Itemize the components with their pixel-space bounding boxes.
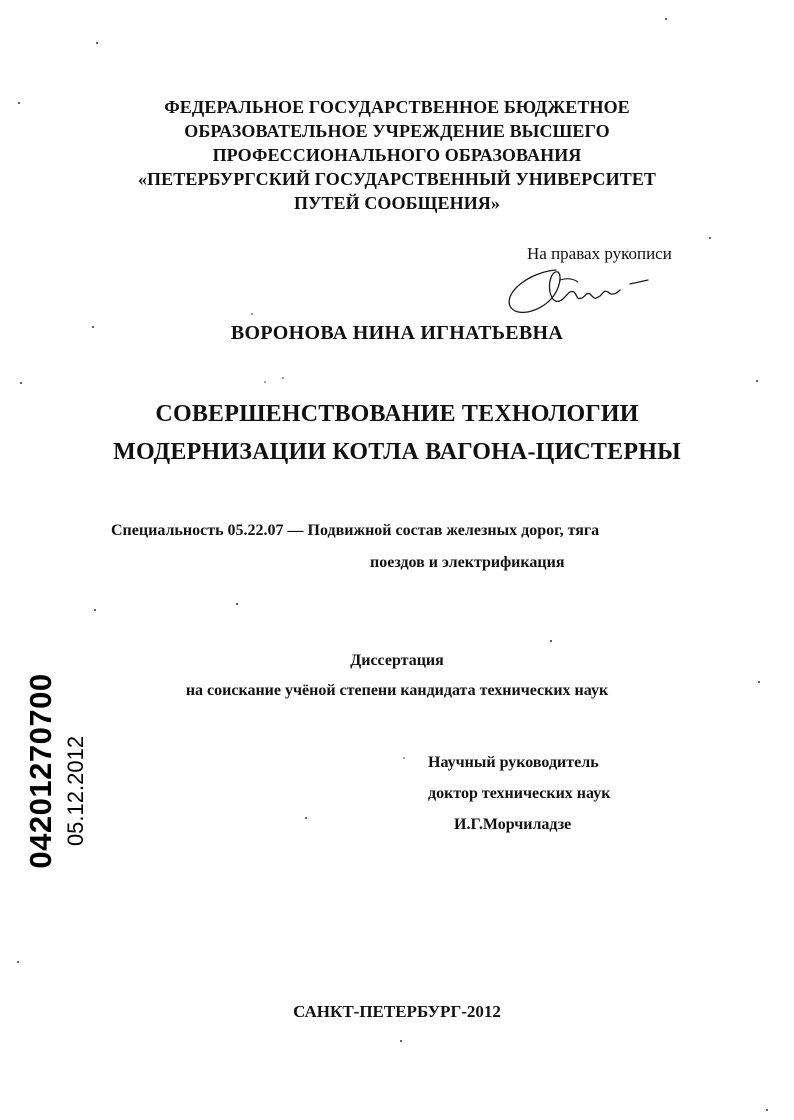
title-line-2: МОДЕРНИЗАЦИИ КОТЛА ВАГОНА-ЦИСТЕРНЫ xyxy=(113,439,681,465)
dissertation-title xyxy=(0,395,794,471)
specialty-line-2: поездов и электрификация xyxy=(370,554,565,571)
institution-line: ФЕДЕРАЛЬНОЕ ГОСУДАРСТВЕННОЕ БЮДЖЕТНОЕ xyxy=(164,97,630,117)
specialty-line-1: Специальность 05.22.07 — Подвижной состав железных дорог, тяга xyxy=(111,522,600,539)
supervisor-name: И.Г.Морчиладзе xyxy=(454,816,572,833)
institution-line: ОБРАЗОВАТЕЛЬНОЕ УЧРЕЖДЕНИЕ ВЫСШЕГО xyxy=(184,121,610,141)
stamp-number: 04201270700 xyxy=(23,673,58,869)
city-year: САНКТ-ПЕТЕРБУРГ-2012 xyxy=(293,1002,501,1021)
institution-line: ПУТЕЙ СООБЩЕНИЯ» xyxy=(294,193,500,213)
supervisor-title: доктор технических наук xyxy=(428,785,611,802)
stamp-date: 05.12.2012 xyxy=(63,735,88,847)
institution-line: «ПЕТЕРБУРГСКИЙ ГОСУДАРСТВЕННЫЙ УНИВЕРСИТЕТ xyxy=(137,169,657,189)
supervisor-role: Научный руководитель xyxy=(428,754,599,771)
manuscript-note: На правах рукописи xyxy=(527,244,672,263)
supervisor-block xyxy=(428,747,610,840)
author-name: ВОРОНОВА НИНА ИГНАТЬЕВНА xyxy=(230,322,564,344)
institution-header xyxy=(0,95,794,215)
institution-line: ПРОФЕССИОНАЛЬНОГО ОБРАЗОВАНИЯ xyxy=(212,145,582,165)
degree-line: на соискание учёной степени кандидата технических наук xyxy=(185,682,609,699)
title-line-1: СОВЕРШЕНСТВОВАНИЕ ТЕХНОЛОГИИ xyxy=(155,401,639,427)
dissertation-heading: Диссертация xyxy=(350,652,444,669)
signature xyxy=(500,262,660,318)
